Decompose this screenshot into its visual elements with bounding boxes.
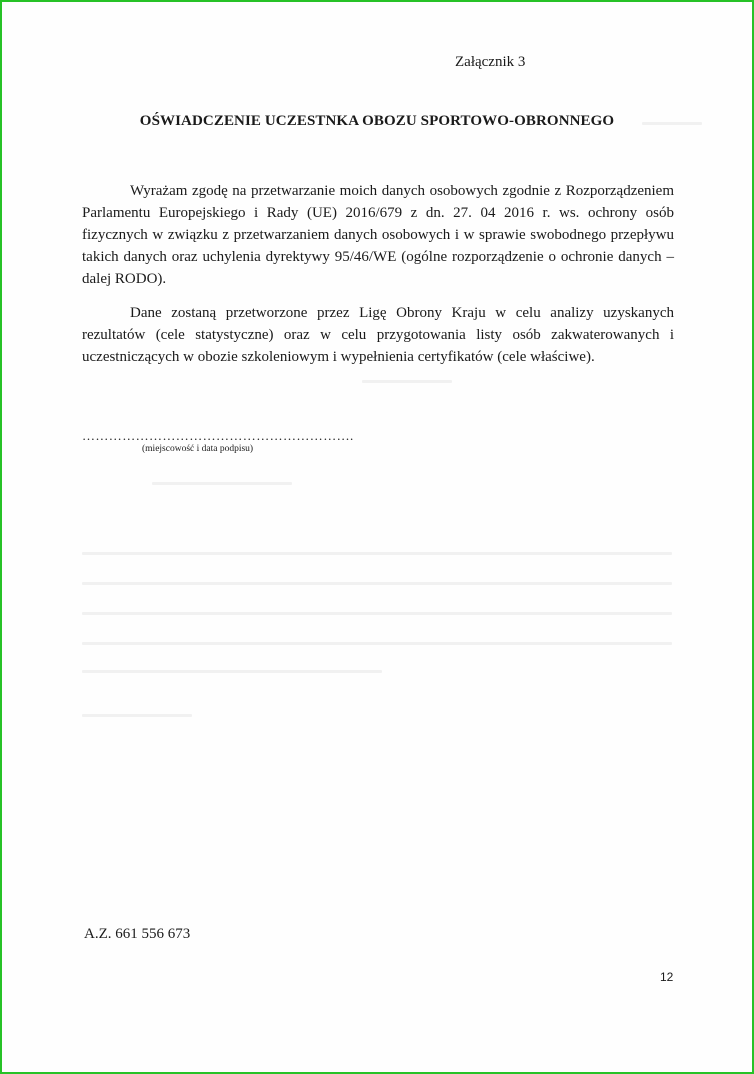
bleed-through-mark <box>82 582 672 585</box>
document-title: OŚWIADCZENIE UCZESTNKA OBOZU SPORTOWO-OBRONNEGO <box>139 113 615 129</box>
bleed-through-mark <box>82 670 382 673</box>
consent-paragraph: Wyrażam zgodę na przetwarzanie moich danych osobowych zgodnie z Rozporządzeniem Parlamentu Europejskiego i Rady (UE) 2016/679 z dn. 27. 04 2016 r. ws. ochrony osób fizycznych w związku z przetwarzaniem danych osobowych i w sprawie swobodnego przepływu takich danych oraz uchylenia dyrektywy 95/46/WE (ogólne rozporządzenie o ochronie danych – dalej RODO). <box>82 183 674 287</box>
document-body <box>82 180 674 380</box>
footer-code: A.Z. 661 556 673 <box>84 926 191 942</box>
bleed-through-mark <box>82 714 192 717</box>
bleed-through-mark <box>82 642 672 645</box>
bleed-through-mark <box>362 380 452 383</box>
annex-label: Załącznik 3 <box>455 54 526 70</box>
bleed-through-mark <box>152 482 292 485</box>
page-number: 12 <box>660 970 674 984</box>
bleed-through-mark <box>82 552 672 555</box>
bleed-through-mark <box>82 612 672 615</box>
signature-caption: (miejscowość i data podpisu) <box>142 444 254 454</box>
processing-paragraph: Dane zostaną przetworzone przez Ligę Obrony Kraju w celu analizy uzyskanych rezultatów (cele statystyczne) oraz w celu przygotowania listy osób zakwaterowanych i uczestniczących w obozie szkoleniowym i wypełnienia certyfikatów (cele właściwe). <box>82 305 674 365</box>
signature-line: ……………………………………………………. <box>82 428 354 443</box>
